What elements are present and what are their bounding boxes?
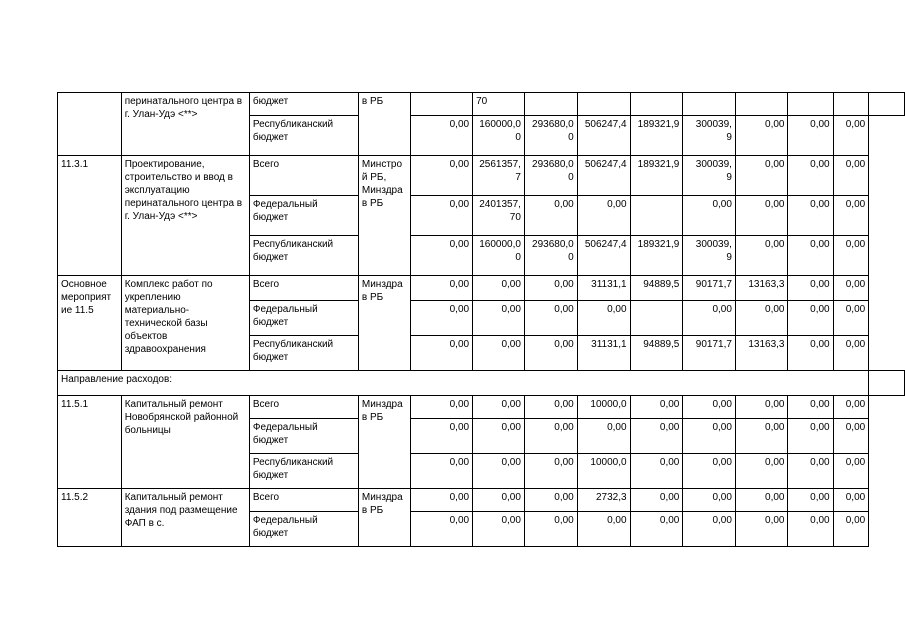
value-cell: 189321,9 xyxy=(630,236,683,276)
value-cell xyxy=(735,93,788,116)
value-cell xyxy=(788,93,833,116)
value-cell: 0,00 xyxy=(524,301,577,336)
value-cell xyxy=(524,93,577,116)
value-cell: 0,00 xyxy=(683,512,736,547)
executor-cell: в РБ xyxy=(358,93,410,156)
value-cell: 0,00 xyxy=(524,336,577,371)
value-cell: 0,00 xyxy=(833,156,869,196)
value-cell: 0,00 xyxy=(473,419,525,454)
executor-cell: Минстро й РБ, Минздра в РБ xyxy=(358,156,410,276)
value-cell: 506247,4 xyxy=(577,236,630,276)
value-cell: 0,00 xyxy=(410,512,472,547)
value-cell: 0,00 xyxy=(524,396,577,419)
value-cell xyxy=(869,371,905,396)
value-cell: 0,00 xyxy=(788,512,833,547)
value-cell: 0,00 xyxy=(833,512,869,547)
code-cell: 11.5.1 xyxy=(58,396,122,489)
funding-source-cell: Федеральный бюджет xyxy=(249,301,358,336)
value-cell: 300039, 9 xyxy=(683,156,736,196)
value-cell: 94889,5 xyxy=(630,336,683,371)
value-cell xyxy=(577,93,630,116)
value-cell: 160000,0 0 xyxy=(473,116,525,156)
activity-name-cell: Проектирование, строительство и ввод в эксплуатацию перинатального центра в г. Улан-Удэ <**> xyxy=(121,156,249,276)
value-cell: 0,00 xyxy=(410,301,472,336)
value-cell: 189321,9 xyxy=(630,156,683,196)
value-cell: 13163,3 xyxy=(735,276,788,301)
value-cell: 0,00 xyxy=(410,396,472,419)
value-cell: 0,00 xyxy=(577,196,630,236)
value-cell xyxy=(683,93,736,116)
value-cell: 0,00 xyxy=(630,419,683,454)
activity-name-cell: Капитальный ремонт здания под размещение ФАП в с. xyxy=(121,489,249,547)
value-cell: 0,00 xyxy=(833,236,869,276)
value-cell: 2561357, 7 xyxy=(473,156,525,196)
funding-source-cell: Федеральный бюджет xyxy=(249,419,358,454)
value-cell: 0,00 xyxy=(788,396,833,419)
value-cell: 0,00 xyxy=(473,336,525,371)
value-cell: 0,00 xyxy=(683,419,736,454)
value-cell: 0,00 xyxy=(788,336,833,371)
value-cell: 506247,4 xyxy=(577,156,630,196)
value-cell: 0,00 xyxy=(833,196,869,236)
value-cell: 0,00 xyxy=(683,489,736,512)
value-cell: 0,00 xyxy=(788,156,833,196)
activity-name-cell: Комплекс работ по укреплению материально-технической базы объектов здравоохранения xyxy=(121,276,249,371)
value-cell: 0,00 xyxy=(524,489,577,512)
value-cell: 0,00 xyxy=(833,116,869,156)
value-cell: 0,00 xyxy=(788,454,833,489)
value-cell: 90171,7 xyxy=(683,276,736,301)
value-cell: 0,00 xyxy=(410,156,472,196)
funding-source-cell: Республиканский бюджет xyxy=(249,454,358,489)
value-cell: 0,00 xyxy=(473,396,525,419)
funding-source-cell: Всего xyxy=(249,156,358,196)
funding-source-cell: Федеральный бюджет xyxy=(249,196,358,236)
funding-source-cell: Республиканский бюджет xyxy=(249,116,358,156)
value-cell: 0,00 xyxy=(788,489,833,512)
executor-cell: Минздра в РБ xyxy=(358,276,410,371)
value-cell: 506247,4 xyxy=(577,116,630,156)
code-cell: 11.3.1 xyxy=(58,156,122,276)
value-cell: 0,00 xyxy=(788,301,833,336)
value-cell xyxy=(869,93,905,116)
value-cell: 13163,3 xyxy=(735,336,788,371)
value-cell: 0,00 xyxy=(524,454,577,489)
value-cell: 0,00 xyxy=(788,196,833,236)
value-cell: 0,00 xyxy=(788,116,833,156)
value-cell: 31131,1 xyxy=(577,336,630,371)
value-cell: 160000,0 0 xyxy=(473,236,525,276)
activity-name-cell: Капитальный ремонт Новобрянской районной больницы xyxy=(121,396,249,489)
value-cell: 0,00 xyxy=(630,454,683,489)
value-cell: 0,00 xyxy=(524,196,577,236)
value-cell: 0,00 xyxy=(735,116,788,156)
value-cell: 0,00 xyxy=(410,454,472,489)
value-cell: 0,00 xyxy=(833,489,869,512)
value-cell: 2401357, 70 xyxy=(473,196,525,236)
value-cell: 0,00 xyxy=(735,236,788,276)
value-cell: 0,00 xyxy=(833,276,869,301)
value-cell: 0,00 xyxy=(683,301,736,336)
value-cell: 0,00 xyxy=(788,236,833,276)
value-cell: 300039, 9 xyxy=(683,116,736,156)
value-cell xyxy=(630,196,683,236)
value-cell: 0,00 xyxy=(833,454,869,489)
value-cell: 0,00 xyxy=(833,301,869,336)
value-cell: 0,00 xyxy=(683,196,736,236)
value-cell: 0,00 xyxy=(630,396,683,419)
value-cell: 0,00 xyxy=(577,419,630,454)
value-cell: 0,00 xyxy=(473,276,525,301)
table-row xyxy=(58,276,905,301)
value-cell: 0,00 xyxy=(410,276,472,301)
value-cell: 0,00 xyxy=(630,512,683,547)
value-cell: 0,00 xyxy=(410,236,472,276)
funding-source-cell: Всего xyxy=(249,396,358,419)
value-cell: 293680,0 0 xyxy=(524,236,577,276)
value-cell: 10000,0 xyxy=(577,396,630,419)
value-cell xyxy=(630,301,683,336)
funding-source-cell: Республиканский бюджет xyxy=(249,236,358,276)
value-cell: 0,00 xyxy=(524,512,577,547)
value-cell: 0,00 xyxy=(410,116,472,156)
value-cell xyxy=(410,93,472,116)
value-cell: 0,00 xyxy=(683,396,736,419)
value-cell: 0,00 xyxy=(833,336,869,371)
code-cell xyxy=(58,93,122,156)
section-header-cell: Направление расходов: xyxy=(58,371,869,396)
value-cell: 0,00 xyxy=(788,276,833,301)
value-cell: 0,00 xyxy=(410,336,472,371)
budget-table xyxy=(57,92,905,547)
funding-source-cell: Республиканский бюджет xyxy=(249,336,358,371)
value-cell: 0,00 xyxy=(735,512,788,547)
value-cell: 0,00 xyxy=(524,419,577,454)
value-cell: 0,00 xyxy=(410,196,472,236)
value-cell: 0,00 xyxy=(524,276,577,301)
funding-source-cell: Всего xyxy=(249,276,358,301)
value-cell: 10000,0 xyxy=(577,454,630,489)
table-row xyxy=(58,156,905,196)
table-row xyxy=(58,489,905,512)
value-cell: 2732,3 xyxy=(577,489,630,512)
value-cell: 189321,9 xyxy=(630,116,683,156)
value-cell: 0,00 xyxy=(833,396,869,419)
value-cell: 0,00 xyxy=(788,419,833,454)
executor-cell: Минздра в РБ xyxy=(358,396,410,489)
code-cell: Основное мероприят ие 11.5 xyxy=(58,276,122,371)
value-cell: 0,00 xyxy=(630,489,683,512)
code-cell: 11.5.2 xyxy=(58,489,122,547)
table-row xyxy=(58,371,905,396)
value-cell: 0,00 xyxy=(735,454,788,489)
value-cell: 0,00 xyxy=(735,156,788,196)
value-cell: 0,00 xyxy=(473,301,525,336)
value-cell: 0,00 xyxy=(410,419,472,454)
funding-source-cell: Всего xyxy=(249,489,358,512)
value-cell: 0,00 xyxy=(735,489,788,512)
value-cell: 0,00 xyxy=(473,454,525,489)
value-cell xyxy=(630,93,683,116)
table-row xyxy=(58,93,905,116)
value-cell: 0,00 xyxy=(473,489,525,512)
value-cell: 0,00 xyxy=(735,301,788,336)
table-row xyxy=(58,396,905,419)
value-cell: 70 xyxy=(473,93,525,116)
activity-name-cell: перинатального центра в г. Улан-Удэ <**> xyxy=(121,93,249,156)
value-cell: 0,00 xyxy=(410,489,472,512)
value-cell: 90171,7 xyxy=(683,336,736,371)
value-cell xyxy=(833,93,869,116)
value-cell: 0,00 xyxy=(833,419,869,454)
executor-cell: Минздра в РБ xyxy=(358,489,410,547)
value-cell: 94889,5 xyxy=(630,276,683,301)
funding-source-cell: бюджет xyxy=(249,93,358,116)
value-cell: 0,00 xyxy=(735,419,788,454)
value-cell: 0,00 xyxy=(473,512,525,547)
value-cell: 0,00 xyxy=(735,396,788,419)
funding-source-cell: Федеральный бюджет xyxy=(249,512,358,547)
value-cell: 293680,0 0 xyxy=(524,156,577,196)
value-cell: 31131,1 xyxy=(577,276,630,301)
value-cell: 300039, 9 xyxy=(683,236,736,276)
value-cell: 0,00 xyxy=(683,454,736,489)
value-cell: 293680,0 0 xyxy=(524,116,577,156)
value-cell: 0,00 xyxy=(577,512,630,547)
value-cell: 0,00 xyxy=(577,301,630,336)
value-cell: 0,00 xyxy=(735,196,788,236)
